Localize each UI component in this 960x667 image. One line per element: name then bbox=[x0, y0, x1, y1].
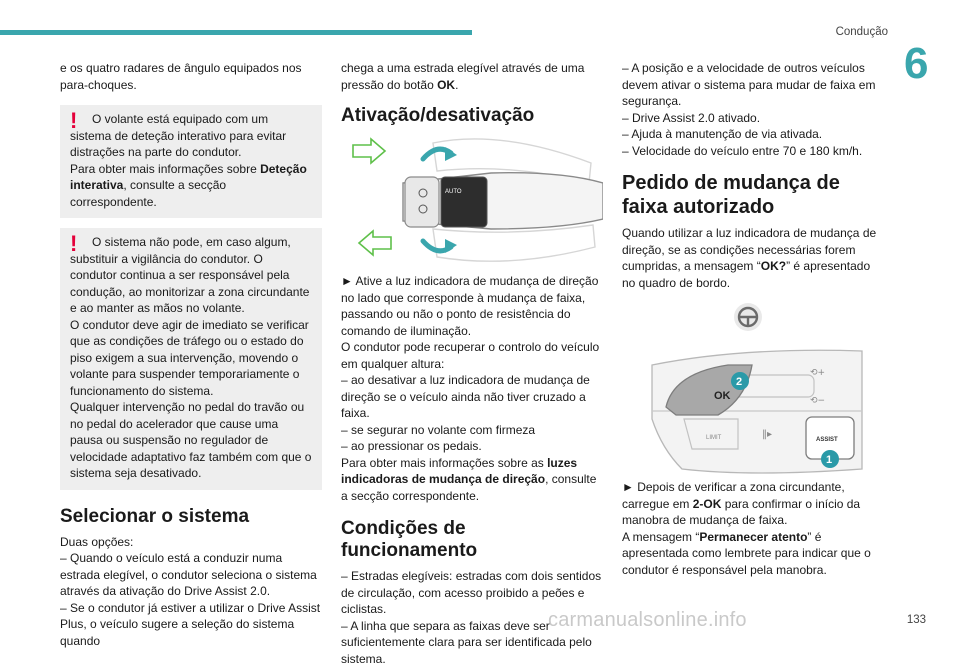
left-arrow-icon bbox=[359, 231, 391, 255]
steering-wheel-illustration bbox=[622, 299, 884, 475]
svg-text:2: 2 bbox=[736, 376, 742, 388]
warning-box-1 bbox=[60, 105, 322, 218]
paragraph: – Se o condutor já estiver a utilizar o Drive Assist Plus, o veículo sugere a seleção do sistema quando bbox=[60, 600, 322, 650]
warning-text: O volante está equipado com um sistema de deteção interativo para evitar distrações na parte do condutor. bbox=[70, 111, 312, 161]
paragraph: – Quando o veículo está a conduzir numa estrada elegível, o condutor seleciona o sistema através da ativação do Drive Assist 2.0. bbox=[60, 550, 322, 600]
heading-conditions: Condições de funcionamento bbox=[341, 518, 603, 562]
warning-icon: ! bbox=[70, 233, 77, 255]
speed-plus-icon: ⟲+ bbox=[810, 368, 825, 378]
warning-text: O condutor deve agir de imediato se verificar que as condições de tráfego ou o estado do piso exigem a sua intervenção, movendo o volante para suspender temporariamente o funcionamento do sistema. bbox=[70, 317, 312, 400]
paragraph: Quando utilizar a luz indicadora de mudança de direção, se as condições necessárias forem cumpridas, a mensagem “OK?” é apresentado no quadro de bordo. bbox=[622, 225, 884, 291]
warning-box-2 bbox=[60, 228, 322, 490]
watermark: carmanualsonline.info bbox=[548, 612, 747, 629]
page-number: 133 bbox=[907, 612, 926, 629]
paragraph: – Ajuda à manutenção de via ativada. bbox=[622, 126, 884, 143]
paragraph: – Drive Assist 2.0 ativado. bbox=[622, 110, 884, 127]
wheel-diagram bbox=[622, 299, 884, 475]
svg-text:1: 1 bbox=[826, 454, 832, 466]
paragraph: A mensagem “Permanecer atento” é apresentada como lembrete para indicar que o condutor é responsável pela manobra. bbox=[622, 529, 884, 579]
paragraph: chega a uma estrada elegível através de uma pressão do botão OK. bbox=[341, 60, 603, 93]
paragraph: – A linha que separa as faixas deve ser suficientemente clara para ser identificada pelo sistema. bbox=[341, 618, 603, 667]
paragraph: ► Depois de verificar a zona circundante, carregue em 2-OK para confirmar o início da manobra de mudança de faixa. bbox=[622, 479, 884, 529]
paragraph: – se segurar no volante com firmeza bbox=[341, 422, 603, 439]
warning-text: Para obter mais informações sobre Deteção interativa, consulte a secção correspondente. bbox=[70, 161, 312, 211]
stalk-illustration bbox=[341, 133, 603, 269]
right-arrow-icon bbox=[353, 139, 385, 163]
ok-label: OK bbox=[714, 390, 731, 402]
heading-select: Selecionar o sistema bbox=[60, 506, 322, 528]
paragraph: – Estradas elegíveis: estradas com dois sentidos de circulação, com acesso proibido a peões e ciclistas. bbox=[341, 568, 603, 618]
heading-request: Pedido de mudança de faixa autorizado bbox=[622, 171, 884, 219]
heading-activation: Ativação/desativação bbox=[341, 105, 603, 127]
paragraph: – Velocidade do veículo entre 70 e 180 km/h. bbox=[622, 143, 884, 160]
stalk-diagram bbox=[341, 133, 603, 269]
chapter-number: 6 bbox=[904, 42, 928, 86]
warning-text: Qualquer intervenção no pedal do travão ou no pedal do acelerador que cause uma pausa ou suspensão no regulador de velocidade adaptativo faz também com que o sistema seja desativado. bbox=[70, 399, 312, 482]
intro-text: e os quatro radares de ângulo equipados nos para-choques. bbox=[60, 60, 322, 93]
speed-minus-icon: ⟲− bbox=[810, 396, 825, 406]
paragraph: – A posição e a velocidade de outros veículos devem ativar o sistema para mudar de faixa em segurança. bbox=[622, 60, 884, 110]
column-2 bbox=[341, 60, 603, 667]
paragraph: – ao pressionar os pedais. bbox=[341, 438, 603, 455]
warning-icon: ! bbox=[70, 110, 77, 132]
column-1 bbox=[60, 60, 322, 649]
limit-label: LIMIT bbox=[706, 435, 722, 441]
paragraph: Para obter mais informações sobre as luzes indicadoras de mudança de direção, consulte a secção correspondente. bbox=[341, 455, 603, 505]
pause-icon: ‖▸ bbox=[762, 429, 772, 440]
paragraph: Duas opções: bbox=[60, 534, 322, 551]
paragraph: O condutor pode recuperar o controlo do veículo em qualquer altura: bbox=[341, 339, 603, 372]
header-accent-bar bbox=[0, 30, 472, 35]
paragraph: ► Ative a luz indicadora de mudança de direção no lado que corresponde à mudança de faixa, passando ou não o ponto de resistência do comando de iluminação. bbox=[341, 273, 603, 339]
section-title: Condução bbox=[836, 24, 888, 41]
assist-label: ASSIST bbox=[816, 437, 838, 443]
column-3 bbox=[622, 60, 884, 578]
stalk-auto-label: AUTO bbox=[445, 189, 462, 195]
paragraph: – ao desativar a luz indicadora de mudança de direção se o veículo ainda não tiver cruzado a faixa. bbox=[341, 372, 603, 422]
warning-text: O sistema não pode, em caso algum, substituir a vigilância do condutor. O condutor continua a ser responsável pela condução, ao monitorizar a zona circundante e ao manter as mãos no volante. bbox=[70, 234, 312, 317]
